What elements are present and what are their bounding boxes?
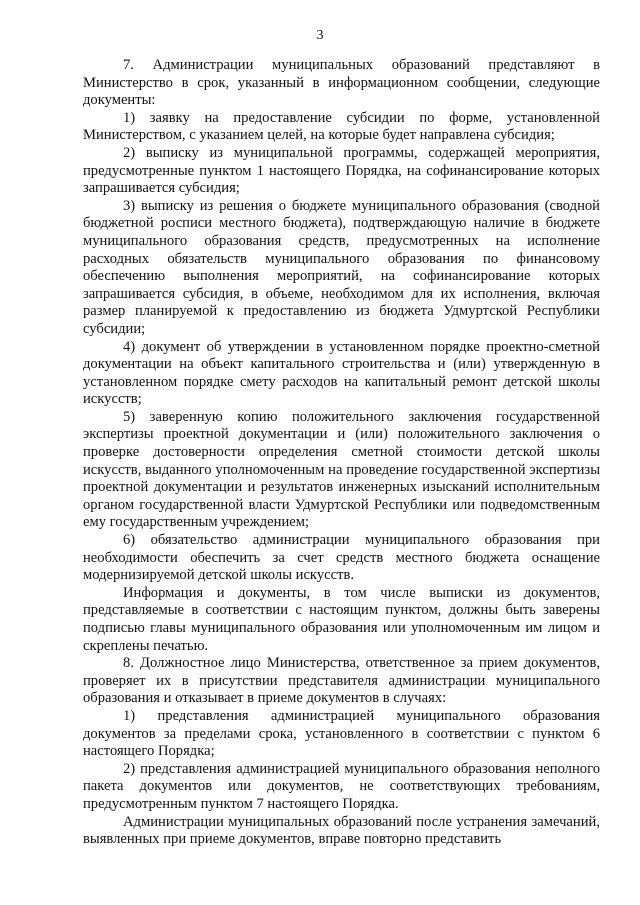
paragraph-8-item-1: 1) представления администрацией муниципального образования документов за пределами срока, установленного в соответствии с пунктом 6 настоящего Порядка;: [83, 707, 600, 760]
paragraph-7-intro: 7. Администрации муниципальных образований представляют в Министерство в срок, указанный в информационном сообщении, следующие документы:: [83, 57, 600, 109]
paragraph-7-item-5: 5) заверенную копию положительного заключения государственной экспертизы проектной документации и (или) положительного заключения о проверке достоверности определения сметной стоимости детской школы искусств, выданного уполномоченным на проведение государственной экспертизы проектной документации и результатов инженерных изысканий исполнительным органом государственной власти Удмуртской Республики или подведомственным ему государственным учреждением;: [83, 408, 600, 531]
paragraph-7-item-3: 3) выписку из решения о бюджете муниципального образования (сводной бюджетной росписи местного бюджета), подтверждающую наличие в бюджете муниципального образования средств, предусмотренных на исполнение расходных обязательств муниципального образования по финансовому обеспечению выполнения мероприятий, на софинансирование которых запрашивается субсидия, в объеме, необходимом для их исполнения, включая размер планируемой к предоставлению из бюджета Удмуртской Республики субсидии;: [83, 197, 600, 337]
paragraph-7-item-2: 2) выписку из муниципальной программы, содержащей мероприятия, предусмотренные пунктом 1 настоящего Порядка, на софинансирование которых запрашивается субсидия;: [83, 144, 600, 197]
paragraph-7-item-6: 6) обязательство администрации муниципального образования при необходимости обеспечить за счет средств местного бюджета оснащение модернизируемой детской школы искусств.: [83, 532, 600, 584]
page-number: 3: [316, 28, 324, 43]
paragraph-7-item-4: 4) документ об утверждении в установленном порядке проектно-сметной документации на объект капитального строительства и (или) утвержденную в установленном порядке смету расходов на капитальный ремонт детской школы искусств;: [83, 338, 600, 408]
paragraph-resubmission: Администрации муниципальных образований после устранения замечаний, выявленных при приеме документов, вправе повторно представить: [83, 813, 600, 848]
paragraph-8-intro: 8. Должностное лицо Министерства, ответственное за прием документов, проверяет их в присутствии представителя администрации муниципального образования и отказывает в приеме документов в случаях:: [83, 655, 600, 707]
paragraph-7-item-1: 1) заявку на предоставление субсидии по форме, установленной Министерством, с указанием целей, на которые будет направлена субсидия;: [83, 109, 600, 144]
paragraph-8-item-2: 2) представления администрацией муниципального образования неполного пакета документов или документов, не соответствующих требованиям, предусмотренным пунктом 7 настоящего Порядка.: [83, 760, 600, 812]
paragraph-7-certification: Информация и документы, в том числе выписки из документов, представляемые в соответствии с настоящим пунктом, должны быть заверены подписью главы муниципального образования или уполномоченным им лицом и скреплены печатью.: [83, 584, 600, 654]
document-body: [83, 57, 600, 849]
